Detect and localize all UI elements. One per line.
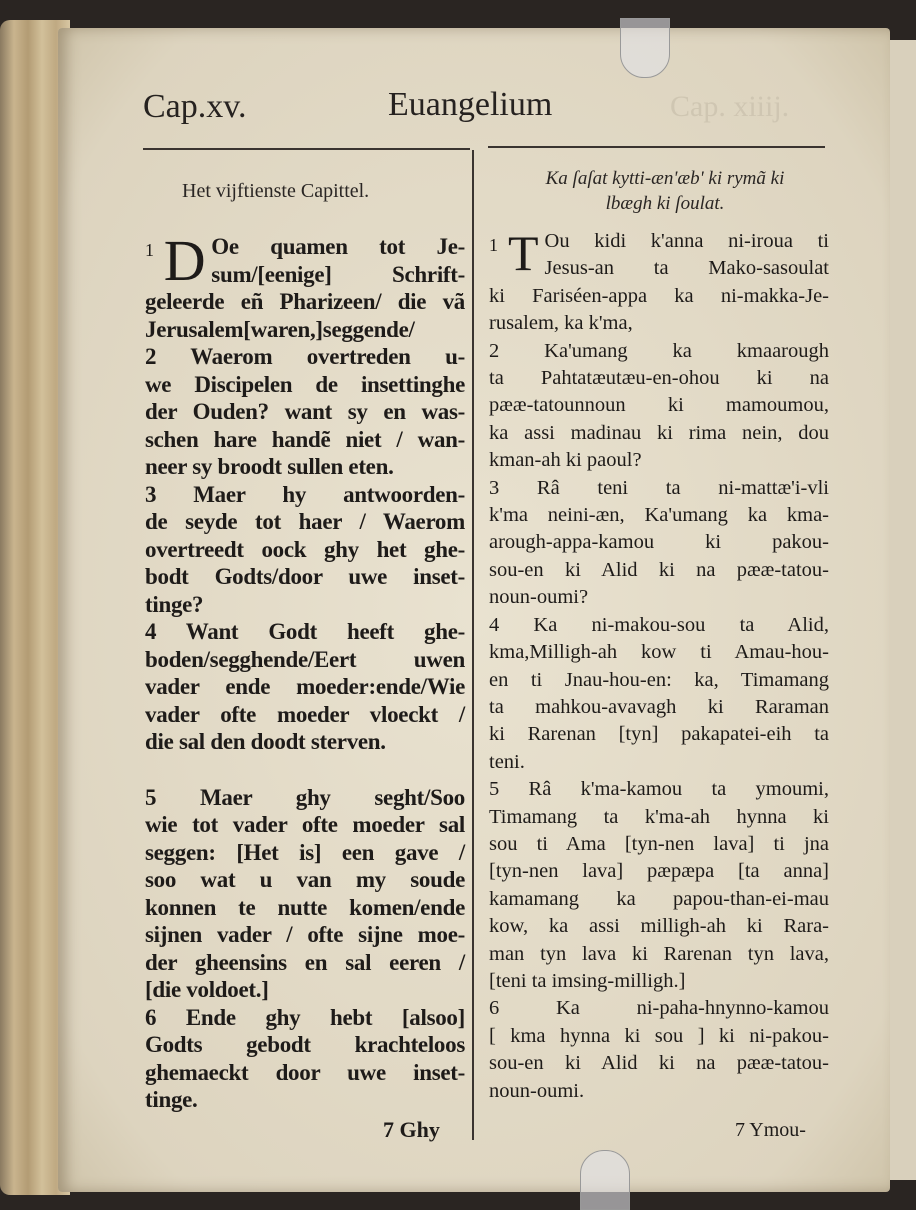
text-line: 4 Want Godt heeft ghe- (145, 619, 465, 644)
text-line: geleerde eñ Pharizeen/ die vã (145, 289, 465, 314)
text-line: pææ-tatounnoun ki mamoumou, (489, 394, 829, 417)
text-line: ki Fariséen-appa ka ni-makka-Je- (489, 284, 829, 307)
text-line: teni. (489, 750, 525, 773)
text-line: kow, ka assi milligh-ah ki Rara- (489, 915, 829, 938)
text-line: noun-oumi. (489, 1079, 585, 1102)
text-line: tinge? (145, 591, 204, 617)
text-line: Jesus-an ta Mako-sasoulat (544, 257, 829, 280)
text-line: de seyde tot haer / Waerom (145, 509, 465, 534)
translation-column (489, 228, 829, 1105)
text-line: soo wat u van my soude (145, 867, 465, 892)
text-line: arough-appa-kamou ki pakou- (489, 531, 829, 554)
text-line: [die voldoet.] (145, 977, 269, 1002)
text-line: sijnen vader / ofte sijne moe- (145, 922, 465, 947)
text-line: bodt Godts/door uwe inset- (145, 564, 465, 589)
text-line: tinge. (145, 1087, 198, 1112)
text-line: Oe quamen tot Je- (211, 234, 465, 259)
text-line: [tyn-nen lava] pæpæpa [ta anna] (489, 860, 829, 883)
drop-cap: T (508, 228, 539, 281)
text-line: ta mahkou-avavagh ki Raraman (489, 695, 829, 718)
right-title-line: Ka ſaſat kytti-æn'æb' ki rymã ki (545, 168, 785, 189)
text-line: en ti Jnau-hou-en: ka, Timamang (489, 668, 829, 691)
chapter-header: Cap.xv. (143, 88, 247, 125)
text-line: Godts gebodt krachteloos (145, 1032, 465, 1057)
page-clip-top (620, 18, 670, 78)
text-line: schen hare handẽ niet / wan- (145, 426, 465, 452)
right-title-line: lbægh ki ſoulat. (605, 193, 725, 214)
text-line: seggen: [Het is] een gave / (145, 839, 465, 865)
left-catchword: 7 Ghy (383, 1117, 440, 1142)
running-title: Euangelium (388, 86, 553, 123)
text-line: ghemaeckt door uwe inset- (145, 1059, 465, 1085)
text-line: noun-oumi? (489, 586, 589, 609)
text-line: 2 Waerom overtreden u- (145, 344, 465, 369)
header-rule-left (143, 148, 470, 150)
text-line: sum/[eenige] Schrift- (211, 261, 465, 287)
text-line: wie tot vader ofte moeder sal (145, 812, 465, 837)
text-line: kman-ah ki paoul? (489, 449, 642, 472)
text-line: 3 Maer hy antwoorden- (145, 481, 465, 507)
text-line: Timamang ta k'ma-ah hynna ki (489, 805, 829, 828)
text-line: rusalem, ka k'ma, (489, 312, 633, 335)
text-line: [ kma hynna ki sou ] ki ni-pakou- (489, 1024, 829, 1047)
text-line: neer sy broodt sullen eten. (145, 454, 394, 479)
text-line: ki Rarenan [tyn] pakapatei-eih ta (489, 723, 829, 746)
verse-number: 1 (489, 235, 498, 255)
text-line: vader ende moeder:ende/Wie (145, 674, 465, 699)
text-line: we Discipelen de insettinghe (145, 371, 465, 397)
text-line: 5 Maer ghy seght/Soo (145, 784, 465, 810)
text-line: die sal den doodt sterven. (145, 729, 386, 754)
text-line: 5 Râ k'ma-kamou ta ymoumi, (489, 778, 829, 801)
left-chapter-title: Het vijftienste Capittel. (182, 180, 370, 202)
show-through-header: Cap. xiiij. (670, 90, 790, 123)
text-line: sou ti Ama [tyn-nen lava] ti jna (489, 832, 829, 855)
text-line: 6 Ende ghy hebt [alsoo] (145, 1004, 465, 1030)
header-rule-right (488, 146, 825, 148)
text-line: kamamang ka papou-than-ei-mau (489, 887, 829, 910)
text-line: sou-en ki Alid ki na pææ-tatou- (489, 1052, 829, 1075)
facing-page-edge (890, 40, 916, 1180)
right-catchword: 7 Ymou- (735, 1119, 806, 1141)
text-line: k'ma neini-æn, Ka'umang ka kma- (489, 504, 829, 527)
text-line: konnen te nutte komen/ende (145, 894, 465, 920)
text-line: der Ouden? want sy en was- (145, 399, 465, 424)
text-line: 3 Râ teni ta ni-mattæ'i-vli (489, 476, 829, 499)
page-clip-bottom (580, 1150, 630, 1210)
text-line: kma,Milligh-ah kow ti Amau-hou- (489, 641, 829, 664)
text-line: boden/segghende/Eert uwen (145, 646, 465, 672)
text-line: 4 Ka ni-makou-sou ta Alid, (489, 613, 829, 636)
text-line: 2 Ka'umang ka kmaarough (489, 339, 829, 362)
text-line: vader ofte moeder vloeckt / (145, 701, 465, 727)
right-chapter-title (500, 166, 830, 216)
column-divider (472, 150, 474, 1140)
text-line: ta Pahtatæutæu-en-ohou ki na (489, 367, 829, 390)
dutch-column (145, 233, 465, 1114)
text-line: ka assi madinau ki rima nein, dou (489, 421, 829, 444)
text-line: 6 Ka ni-paha-hnynno-kamou (489, 997, 829, 1020)
text-line: [teni ta imsing-milligh.] (489, 969, 686, 992)
text-line: Ou kidi k'anna ni-iroua ti (544, 230, 829, 252)
drop-cap: D (163, 233, 206, 288)
text-line: der gheensins en sal eeren / (145, 949, 465, 975)
text-line: sou-en ki Alid ki na pææ-tatou- (489, 558, 829, 581)
text-line: overtreedt oock ghy het ghe- (145, 536, 465, 562)
text-line: Jerusalem[waren,]seggende/ (145, 316, 415, 342)
text-line: man tyn lava ki Rarenan tyn lava, (489, 942, 829, 965)
verse-number: 1 (145, 240, 154, 260)
